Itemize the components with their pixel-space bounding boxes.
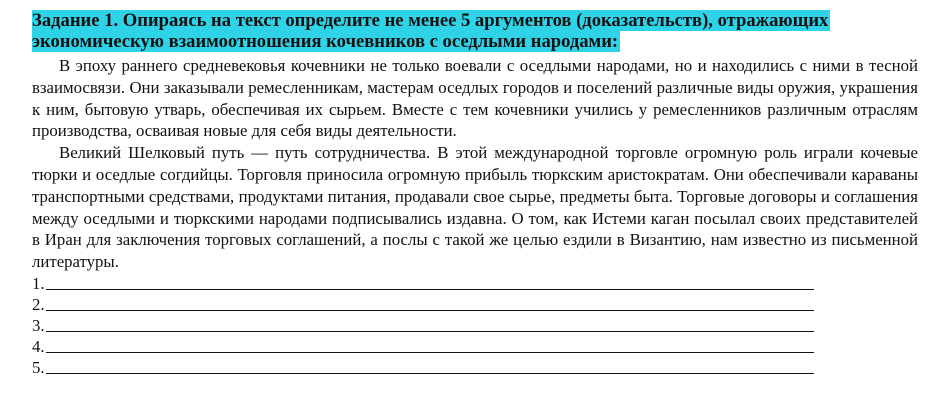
answer-number: 3. <box>32 315 45 335</box>
worksheet-page <box>32 10 918 378</box>
answer-row-1[interactable] <box>32 273 814 294</box>
text-paragraph-1: В эпоху раннего средневековья кочевники не только воевали с оседлыми народами, но и находились с ними в тесной взаимосвязи. Они заказывали ремесленникам, мастерам оседлых городов и поселений различные виды оружия, украшения к ним, бытовую утварь, обеспечивая их сырьем. Вместе с тем кочевники учились у ремесленников различным отраслям производства, осваивая новые для себя виды деятельности. <box>32 56 918 141</box>
answer-blank-line[interactable] <box>46 288 814 290</box>
answer-row-4[interactable] <box>32 336 814 357</box>
answer-row-2[interactable] <box>32 294 814 315</box>
answer-number: 2. <box>32 294 45 314</box>
answer-blank-line[interactable] <box>46 372 814 374</box>
answer-blank-line[interactable] <box>46 309 814 311</box>
answer-number: 4. <box>32 336 45 356</box>
answer-blank-line[interactable] <box>46 330 814 332</box>
answer-row-5[interactable] <box>32 357 814 378</box>
task-title-text: Задание 1. Опираясь на текст определите не менее 5 аргументов (доказательств), отражающих экономическую взаимоотношения кочевников с оседлыми народами: <box>32 10 829 52</box>
answer-number: 1. <box>32 273 45 293</box>
answer-row-3[interactable] <box>32 315 814 336</box>
text-paragraph-2: Великий Шелковый путь — путь сотрудничества. В этой международной торговле огромную роль играли кочевые тюрки и оседлые согдийцы. Торговля приносила огромную прибыль тюркским аристократам. Они обеспечивали караваны транспортными средствами, продуктами питания, продавали свое сырье, предметы быта. Торговые договоры и соглашения между оседлыми и тюркскими народами подписывались издавна. О том, как Истеми каган посылал своих представителей в Иран для заключения торговых соглашений, а послы с такой же целью ездили в Византию, нам известно из письменной литературы. <box>32 143 918 272</box>
task-title <box>32 10 918 52</box>
answer-list <box>32 273 918 378</box>
answer-number: 5. <box>32 357 45 377</box>
answer-blank-line[interactable] <box>46 351 814 353</box>
